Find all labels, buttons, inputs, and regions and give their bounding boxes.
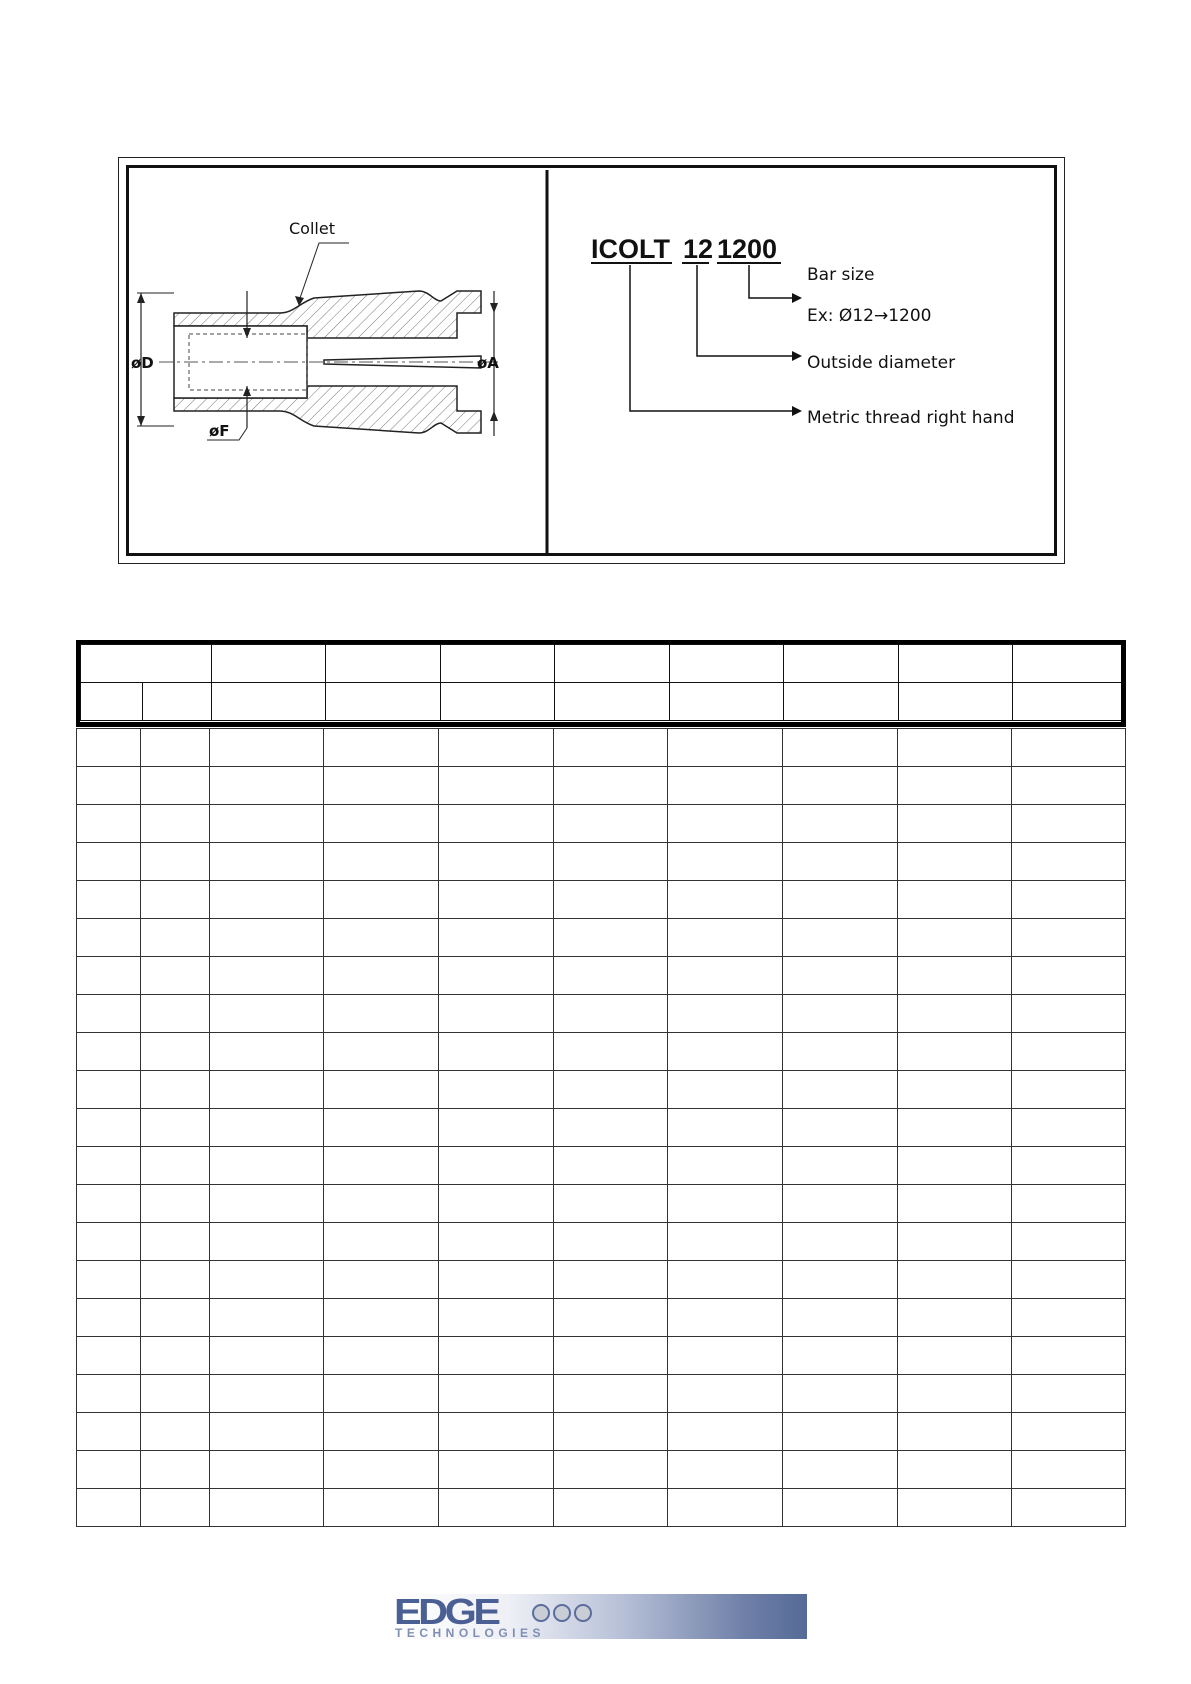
logo-dot bbox=[574, 1604, 592, 1622]
table-cell bbox=[1012, 1147, 1126, 1185]
table-cell bbox=[77, 1071, 141, 1109]
table-cell bbox=[77, 1223, 141, 1261]
edge-technologies-logo bbox=[392, 1591, 807, 1640]
table-cell bbox=[209, 1071, 324, 1109]
table-cell bbox=[77, 1413, 141, 1451]
table-cell bbox=[209, 1109, 324, 1147]
table-cell bbox=[140, 1299, 209, 1337]
table-row bbox=[77, 1033, 1126, 1071]
table-cell bbox=[77, 767, 141, 805]
table-cell bbox=[1012, 805, 1126, 843]
table-cell bbox=[438, 995, 553, 1033]
table-cell bbox=[897, 1413, 1012, 1451]
table-cell bbox=[77, 995, 141, 1033]
table-cell bbox=[209, 767, 324, 805]
table-cell bbox=[782, 1223, 897, 1261]
table-cell bbox=[897, 1375, 1012, 1413]
table-cell bbox=[77, 1337, 141, 1375]
table-cell bbox=[324, 1489, 439, 1527]
table-cell bbox=[668, 995, 783, 1033]
table-cell bbox=[438, 1147, 553, 1185]
table-cell bbox=[209, 919, 324, 957]
table-cell bbox=[438, 1223, 553, 1261]
table-cell bbox=[324, 881, 439, 919]
table-row bbox=[77, 919, 1126, 957]
table-cell bbox=[140, 1451, 209, 1489]
logo-subtitle: TECHNOLOGIES bbox=[395, 1626, 546, 1640]
table-cell bbox=[897, 957, 1012, 995]
table-cell bbox=[209, 729, 324, 767]
table-cell bbox=[209, 805, 324, 843]
table-cell bbox=[897, 919, 1012, 957]
table-row bbox=[77, 995, 1126, 1033]
table-cell bbox=[1012, 1489, 1126, 1527]
table-cell bbox=[438, 1299, 553, 1337]
table-cell bbox=[782, 805, 897, 843]
table-cell bbox=[897, 1451, 1012, 1489]
table-cell bbox=[782, 1071, 897, 1109]
table-cell bbox=[438, 1451, 553, 1489]
table-cell bbox=[782, 919, 897, 957]
table-cell bbox=[324, 1451, 439, 1489]
table-cell bbox=[668, 957, 783, 995]
table-cell bbox=[324, 995, 439, 1033]
table-cell bbox=[77, 919, 141, 957]
table-cell bbox=[209, 1299, 324, 1337]
table-row bbox=[77, 767, 1126, 805]
table-cell bbox=[140, 1489, 209, 1527]
table-cell bbox=[140, 995, 209, 1033]
table-cell bbox=[77, 957, 141, 995]
table-cell bbox=[140, 919, 209, 957]
table-cell bbox=[324, 1299, 439, 1337]
table-cell bbox=[209, 1451, 324, 1489]
table-cell bbox=[553, 729, 668, 767]
table-cell bbox=[1012, 1299, 1126, 1337]
table-cell bbox=[1012, 1375, 1126, 1413]
table-cell bbox=[438, 1337, 553, 1375]
table-cell bbox=[77, 1033, 141, 1071]
table-row bbox=[77, 843, 1126, 881]
table-cell bbox=[1012, 957, 1126, 995]
table-cell bbox=[140, 881, 209, 919]
table-row bbox=[77, 1337, 1126, 1375]
table-cell bbox=[553, 919, 668, 957]
table-cell bbox=[668, 1489, 783, 1527]
table-row bbox=[77, 1375, 1126, 1413]
table-cell bbox=[77, 843, 141, 881]
table-cell bbox=[1012, 843, 1126, 881]
table-cell bbox=[553, 805, 668, 843]
table-cell bbox=[897, 1299, 1012, 1337]
table-cell bbox=[324, 729, 439, 767]
table-cell bbox=[1012, 1071, 1126, 1109]
table-cell bbox=[782, 1451, 897, 1489]
table-row bbox=[77, 957, 1126, 995]
table-cell bbox=[209, 1375, 324, 1413]
table-cell bbox=[553, 1147, 668, 1185]
table-cell bbox=[897, 995, 1012, 1033]
table-cell bbox=[897, 1489, 1012, 1527]
table-cell bbox=[77, 1147, 141, 1185]
table-cell bbox=[324, 1185, 439, 1223]
table-cell bbox=[553, 1033, 668, 1071]
table-cell bbox=[1012, 1109, 1126, 1147]
table-cell bbox=[324, 919, 439, 957]
table-row bbox=[77, 1223, 1126, 1261]
table-cell bbox=[668, 919, 783, 957]
table-cell bbox=[438, 1071, 553, 1109]
table-cell bbox=[209, 1337, 324, 1375]
bar-size-note: Bar size bbox=[807, 265, 875, 285]
logo-dots bbox=[532, 1604, 595, 1627]
table-cell bbox=[140, 957, 209, 995]
table-cell bbox=[77, 1185, 141, 1223]
table-cell bbox=[77, 805, 141, 843]
table-cell bbox=[140, 1147, 209, 1185]
table-cell bbox=[1012, 881, 1126, 919]
table-cell bbox=[77, 881, 141, 919]
table-cell bbox=[1012, 1451, 1126, 1489]
table-cell bbox=[668, 843, 783, 881]
table-cell bbox=[782, 729, 897, 767]
table-cell bbox=[438, 919, 553, 957]
code-prefix: ICOLT bbox=[591, 234, 670, 264]
table-cell bbox=[782, 1147, 897, 1185]
table-cell bbox=[897, 1185, 1012, 1223]
dia-a-label: øA bbox=[477, 354, 499, 372]
code-diameter: 12 bbox=[683, 234, 714, 264]
table-cell bbox=[438, 957, 553, 995]
table-cell bbox=[209, 881, 324, 919]
table-cell bbox=[668, 1071, 783, 1109]
table-cell bbox=[668, 1185, 783, 1223]
table-row bbox=[77, 1071, 1126, 1109]
table-cell bbox=[438, 881, 553, 919]
table-cell bbox=[209, 843, 324, 881]
table-cell bbox=[1012, 1223, 1126, 1261]
table-cell bbox=[438, 1261, 553, 1299]
table-cell bbox=[77, 1109, 141, 1147]
table-cell bbox=[324, 1147, 439, 1185]
table-cell bbox=[668, 767, 783, 805]
table-cell bbox=[140, 805, 209, 843]
table-cell bbox=[209, 1413, 324, 1451]
table-cell bbox=[782, 1109, 897, 1147]
table-cell bbox=[140, 1261, 209, 1299]
table-cell bbox=[209, 995, 324, 1033]
logo-wordmark: EDGE bbox=[394, 1591, 498, 1632]
table-cell bbox=[140, 729, 209, 767]
table-cell bbox=[140, 1033, 209, 1071]
table-cell bbox=[897, 729, 1012, 767]
table-cell bbox=[553, 1223, 668, 1261]
table-cell bbox=[1012, 1185, 1126, 1223]
table-cell bbox=[897, 1261, 1012, 1299]
table-cell bbox=[209, 957, 324, 995]
table-cell bbox=[782, 1033, 897, 1071]
collet-drawing bbox=[119, 158, 1066, 565]
table-cell bbox=[897, 805, 1012, 843]
table-cell bbox=[668, 1337, 783, 1375]
table-row bbox=[77, 1489, 1126, 1527]
table-cell bbox=[1012, 1413, 1126, 1451]
table-cell bbox=[324, 1261, 439, 1299]
table-cell bbox=[897, 1033, 1012, 1071]
table-cell bbox=[438, 1109, 553, 1147]
collet-label: Collet bbox=[289, 219, 335, 238]
table-cell bbox=[438, 1185, 553, 1223]
table-cell bbox=[209, 1223, 324, 1261]
table-cell bbox=[1012, 995, 1126, 1033]
table-row bbox=[77, 1413, 1126, 1451]
table-cell bbox=[553, 1261, 668, 1299]
logo-dot bbox=[553, 1604, 571, 1622]
table-cell bbox=[209, 1185, 324, 1223]
table-cell bbox=[1012, 1261, 1126, 1299]
table-cell bbox=[209, 1033, 324, 1071]
table-cell bbox=[324, 843, 439, 881]
outside-diameter-note: Outside diameter bbox=[807, 353, 956, 373]
table-cell bbox=[77, 729, 141, 767]
table-cell bbox=[438, 1375, 553, 1413]
table-cell bbox=[209, 1489, 324, 1527]
table-row bbox=[77, 1299, 1126, 1337]
table-cell bbox=[77, 1299, 141, 1337]
table-cell bbox=[782, 843, 897, 881]
table-cell bbox=[553, 1109, 668, 1147]
table-cell bbox=[324, 1109, 439, 1147]
table-cell bbox=[140, 1185, 209, 1223]
table-cell bbox=[140, 1109, 209, 1147]
table-cell bbox=[209, 1147, 324, 1185]
table-row bbox=[77, 1109, 1126, 1147]
logo-dot bbox=[532, 1604, 550, 1622]
table-cell bbox=[668, 1451, 783, 1489]
table-cell bbox=[782, 1413, 897, 1451]
table-cell bbox=[668, 1299, 783, 1337]
table-row bbox=[77, 729, 1126, 767]
table-cell bbox=[77, 1451, 141, 1489]
table-cell bbox=[782, 881, 897, 919]
table-cell bbox=[553, 1185, 668, 1223]
header-border bbox=[76, 640, 1126, 727]
table-cell bbox=[438, 729, 553, 767]
table-cell bbox=[668, 1261, 783, 1299]
table-cell bbox=[782, 1337, 897, 1375]
table-cell bbox=[1012, 1337, 1126, 1375]
code-bar-size: 1200 bbox=[717, 234, 778, 264]
table-cell bbox=[897, 1071, 1012, 1109]
table-body bbox=[76, 728, 1126, 1527]
table-row bbox=[77, 1261, 1126, 1299]
table-cell bbox=[438, 1413, 553, 1451]
table-cell bbox=[897, 843, 1012, 881]
table-cell bbox=[553, 1337, 668, 1375]
table-cell bbox=[1012, 767, 1126, 805]
table-row bbox=[77, 1147, 1126, 1185]
table-cell bbox=[668, 1147, 783, 1185]
table-cell bbox=[668, 729, 783, 767]
table-cell bbox=[1012, 919, 1126, 957]
table-cell bbox=[897, 1223, 1012, 1261]
table-cell bbox=[782, 1261, 897, 1299]
table-cell bbox=[782, 995, 897, 1033]
table-cell bbox=[668, 1223, 783, 1261]
table-cell bbox=[897, 1109, 1012, 1147]
table-cell bbox=[438, 843, 553, 881]
collet-diagram bbox=[118, 157, 1065, 564]
table-row bbox=[77, 1451, 1126, 1489]
table-cell bbox=[324, 767, 439, 805]
table-cell bbox=[553, 1489, 668, 1527]
table-cell bbox=[324, 1375, 439, 1413]
table-cell bbox=[897, 881, 1012, 919]
table-cell bbox=[553, 957, 668, 995]
table-cell bbox=[140, 1413, 209, 1451]
table-cell bbox=[324, 1413, 439, 1451]
table-cell bbox=[553, 995, 668, 1033]
table-cell bbox=[1012, 1033, 1126, 1071]
table-cell bbox=[324, 1337, 439, 1375]
table-cell bbox=[782, 957, 897, 995]
table-cell bbox=[140, 843, 209, 881]
table-cell bbox=[782, 1489, 897, 1527]
table-cell bbox=[782, 767, 897, 805]
table-cell bbox=[782, 1375, 897, 1413]
table-cell bbox=[324, 805, 439, 843]
thread-note: Metric thread right hand bbox=[807, 408, 1015, 428]
table-row bbox=[77, 881, 1126, 919]
table-cell bbox=[438, 1489, 553, 1527]
table-cell bbox=[77, 1489, 141, 1527]
table-cell bbox=[140, 767, 209, 805]
table-row bbox=[77, 1185, 1126, 1223]
table-cell bbox=[553, 1413, 668, 1451]
example-note: Ex: Ø12→1200 bbox=[807, 306, 932, 326]
table-row bbox=[77, 805, 1126, 843]
table-cell bbox=[553, 881, 668, 919]
table-cell bbox=[897, 767, 1012, 805]
table-cell bbox=[553, 1375, 668, 1413]
table-cell bbox=[782, 1299, 897, 1337]
table-cell bbox=[140, 1337, 209, 1375]
table-cell bbox=[668, 805, 783, 843]
table-cell bbox=[324, 957, 439, 995]
table-cell bbox=[668, 1033, 783, 1071]
table-cell bbox=[1012, 729, 1126, 767]
table-cell bbox=[324, 1033, 439, 1071]
dia-d-label: øD bbox=[131, 354, 154, 372]
table-cell bbox=[77, 1375, 141, 1413]
dia-f-label: øF bbox=[209, 422, 230, 440]
table-cell bbox=[438, 1033, 553, 1071]
table-cell bbox=[553, 1071, 668, 1109]
table-cell bbox=[668, 1375, 783, 1413]
table-cell bbox=[324, 1071, 439, 1109]
table-cell bbox=[553, 767, 668, 805]
table-cell bbox=[438, 805, 553, 843]
table-cell bbox=[324, 1223, 439, 1261]
table-cell bbox=[438, 767, 553, 805]
table-cell bbox=[209, 1261, 324, 1299]
table-cell bbox=[668, 881, 783, 919]
table-cell bbox=[897, 1337, 1012, 1375]
table-cell bbox=[668, 1109, 783, 1147]
table-cell bbox=[553, 843, 668, 881]
table-cell bbox=[782, 1185, 897, 1223]
table-cell bbox=[553, 1299, 668, 1337]
table-cell bbox=[77, 1261, 141, 1299]
table-cell bbox=[140, 1071, 209, 1109]
table-cell bbox=[553, 1451, 668, 1489]
table-cell bbox=[668, 1413, 783, 1451]
table-cell bbox=[140, 1223, 209, 1261]
table-cell bbox=[140, 1375, 209, 1413]
table-cell bbox=[897, 1147, 1012, 1185]
